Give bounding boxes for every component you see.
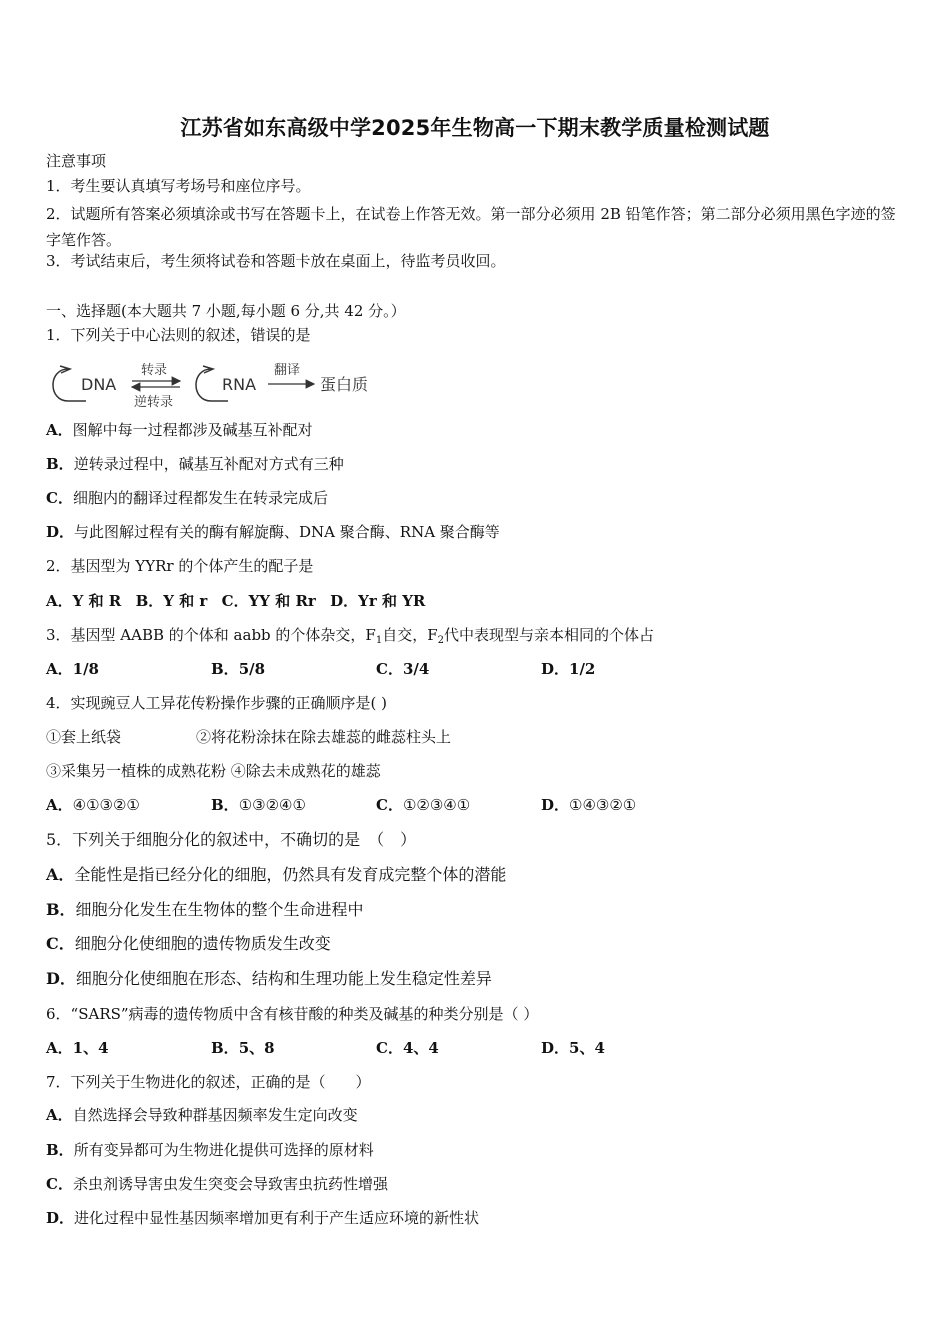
rna-label: RNA [222,375,257,394]
q1-option-d: D．与此图解过程有关的酶有解旋酶、DNA 聚合酶、RNA 聚合酶等 [46,523,500,541]
question-1-stem: 1．下列关于中心法则的叙述，错误的是 [46,326,311,344]
notice-item-3: 3．考试结束后，考生须将试卷和答题卡放在桌面上，待监考员收回。 [46,252,506,270]
question-3-stem: 3．基因型 AABB 的个体和 aabb 的个体杂交，$F_1$自交，$F_2$代中表现型与亲本相同的个体占 [46,626,655,646]
q7-option-d: D．进化过程中显性基因频率增加更有利于产生适应环境的新性状 [46,1209,480,1227]
q7-option-a: A．自然选择会导致种群基因频率发生定向改变 [46,1106,358,1124]
question-2-stem: 2．基因型为 YYRr 的个体产生的配子是 [46,557,314,575]
q4-steps-line-1: ①套上纸袋 ②将花粉涂抹在除去雄蕊的雌蕊柱头上 [46,728,452,746]
q7-option-c: C．杀虫剂诱导害虫发生突变会导致害虫抗药性增强 [46,1175,388,1193]
notice-item-2: 2．试题所有答案必须填涂或书写在答题卡上，在试卷上作答无效。第一部分必须用 2B 铅笔作答；第二部分必须用黑色字迹的签字笔作答。 [46,205,896,249]
q1-option-b: B．逆转录过程中，碱基互补配对方式有三种 [46,455,344,473]
protein-label: 蛋白质 [320,375,369,394]
question-7-stem: 7．下列关于生物进化的叙述，正确的是（ ） [46,1073,371,1091]
q2-options-row: A．Y 和 R B．Y 和 r C．YY 和 Rr D．Yr 和 YR [46,592,426,610]
q1-option-a: A．图解中每一过程都涉及碱基互补配对 [46,421,313,439]
q1-option-c: C．细胞内的翻译过程都发生在转录完成后 [46,489,328,507]
q4-steps-line-2: ③采集另一植株的成熟花粉 ④除去未成熟花的雄蕊 [46,762,381,780]
question-5-stem: 5．下列关于细胞分化的叙述中，不确切的是 （ ） [46,830,417,849]
q5-option-b: B．细胞分化发生在生物体的整个生命进程中 [46,900,364,919]
question-4-stem: 4．实现豌豆人工异花传粉操作步骤的正确顺序是( ) [46,694,388,712]
notice-heading: 注意事项 [46,152,107,170]
central-dogma-diagram [46,357,386,411]
dna-label: DNA [81,375,117,394]
page-title: 江苏省如东高级中学2025年生物高一下期末教学质量检测试题 [180,116,770,140]
q5-option-d: D．细胞分化使细胞在形态、结构和生理功能上发生稳定性差异 [46,969,492,988]
q7-option-b: B．所有变异都可为生物进化提供可选择的原材料 [46,1141,374,1159]
question-6-stem: 6．“SARS”病毒的遗传物质中含有核苷酸的种类及碱基的种类分别是（ ） [46,1005,539,1023]
transcription-label: 转录 [141,363,168,378]
q5-option-a: A．全能性是指已经分化的细胞，仍然具有发育成完整个体的潜能 [46,865,507,884]
section-heading: 一、选择题(本大题共 7 小题,每小题 6 分,共 42 分。） [46,302,406,320]
reverse-transcription-label: 逆转录 [134,395,174,410]
notice-item-1: 1．考生要认真填写考场号和座位序号。 [46,177,311,195]
translation-label: 翻译 [274,363,301,378]
q5-option-c: C．细胞分化使细胞的遗传物质发生改变 [46,934,331,953]
